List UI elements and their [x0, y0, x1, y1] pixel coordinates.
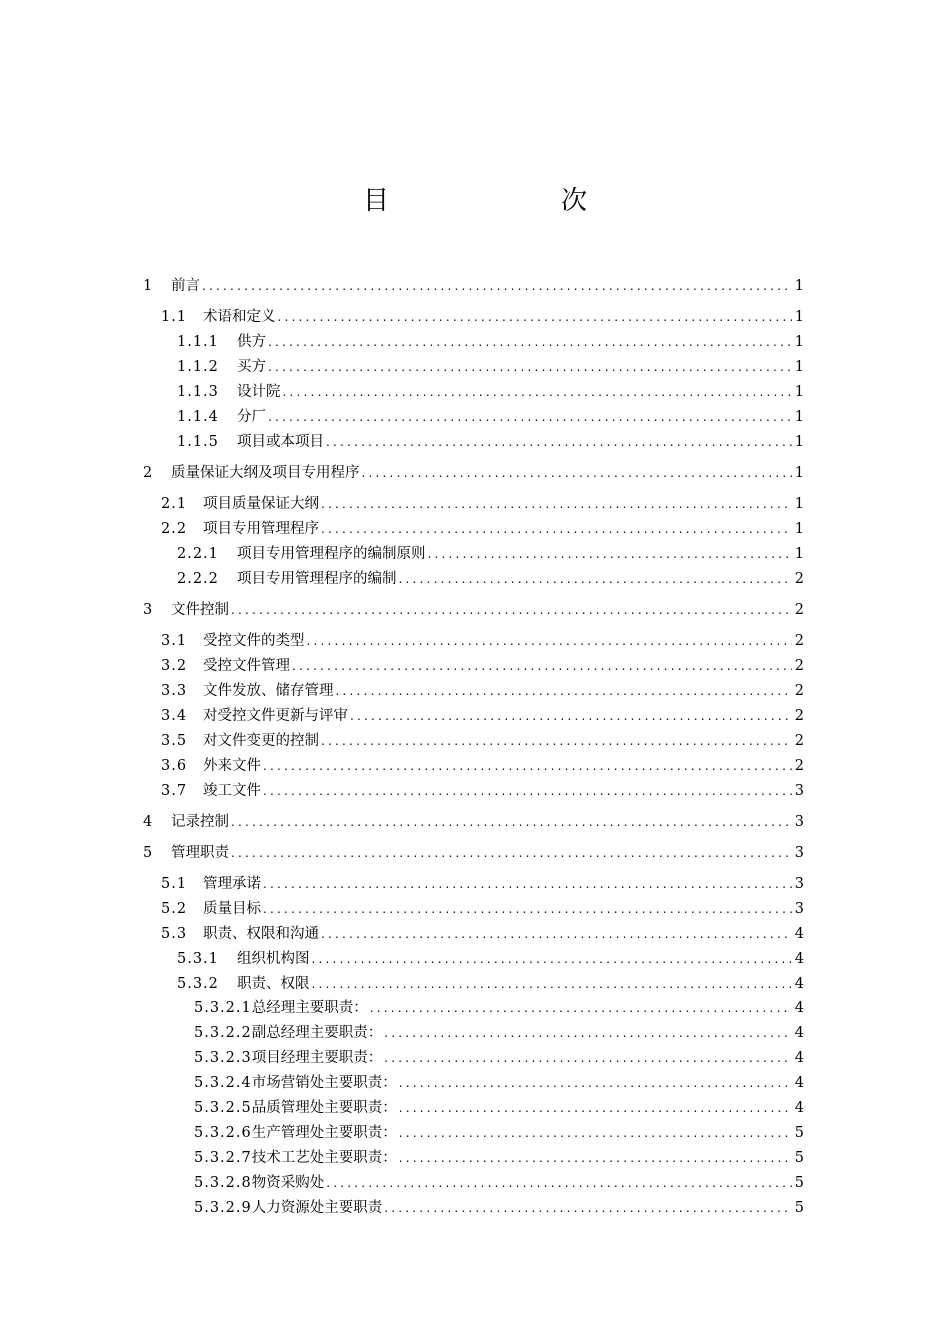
toc-entry-page-number: 4	[794, 1025, 804, 1041]
toc-leader-dots	[399, 569, 793, 589]
toc-entry-title: 组织机构图	[237, 951, 310, 967]
toc-entry-number: 1.1.5	[177, 434, 219, 450]
toc-entry[interactable]	[161, 781, 804, 801]
toc-entry-number: 2.1	[161, 496, 188, 512]
toc-leader-dots	[283, 382, 793, 402]
toc-entry[interactable]	[143, 843, 804, 863]
toc-entry-page-number: 5	[794, 1125, 804, 1141]
toc-entry-page-number: 4	[794, 1100, 804, 1116]
toc-entry-number: 3	[143, 602, 154, 618]
toc-entry[interactable]	[143, 463, 804, 483]
toc-entry-number: 5.2	[161, 901, 188, 917]
toc-entry-page-number: 1	[794, 334, 804, 350]
toc-entry-number: 3.6	[161, 758, 188, 774]
toc-entry-number: 5.3.2.5	[194, 1100, 252, 1116]
toc-leader-dots	[399, 1098, 792, 1118]
toc-entry-number: 3.5	[161, 733, 188, 749]
toc-entry-page-number: 1	[794, 521, 804, 537]
toc-entry-title: 项目质量保证大纲	[203, 496, 319, 512]
toc-entry-title: 设计院	[237, 384, 281, 400]
toc-entry[interactable]	[161, 706, 804, 726]
toc-entry[interactable]	[194, 1198, 804, 1218]
toc-entry[interactable]	[177, 544, 804, 564]
toc-entry-title: 项目经理主要职责：	[251, 1050, 383, 1066]
toc-leader-dots	[312, 974, 793, 994]
toc-leader-dots	[326, 1173, 792, 1193]
toc-entry-number: 3.2	[161, 658, 188, 674]
toc-entry[interactable]	[161, 656, 804, 676]
toc-leader-dots	[384, 1023, 792, 1043]
toc-entry-page-number: 2	[794, 708, 804, 724]
toc-entry[interactable]	[194, 1123, 804, 1143]
toc-entry-number: 3.1	[161, 633, 188, 649]
toc-entry-title: 受控文件的类型	[203, 633, 305, 649]
toc-entry-page-number: 2	[794, 733, 804, 749]
toc-entry-page-number: 1	[794, 434, 804, 450]
toc-entry-title: 文件发放、储存管理	[203, 683, 334, 699]
toc-entry-page-number: 5	[794, 1175, 804, 1191]
toc-entry-page-number: 1	[794, 409, 804, 425]
toc-entry-page-number: 2	[794, 658, 804, 674]
toc-entry-number: 2.2.2	[177, 571, 219, 587]
toc-entry-title: 质量目标	[203, 901, 261, 917]
toc-entry-page-number: 3	[794, 783, 804, 799]
toc-entry-page-number: 1	[794, 359, 804, 375]
toc-entry-title: 项目专用管理程序的编制	[237, 571, 397, 587]
toc-entry[interactable]	[143, 600, 804, 620]
toc-entry-page-number: 5	[794, 1150, 804, 1166]
toc-entry-page-number: 3	[794, 845, 804, 861]
toc-leader-dots	[321, 494, 792, 514]
toc-entry-page-number: 4	[794, 976, 804, 992]
toc-entry-page-number: 2	[794, 571, 804, 587]
toc-entry[interactable]	[161, 681, 804, 701]
toc-entry[interactable]	[194, 1048, 804, 1068]
toc-leader-dots	[202, 276, 792, 296]
toc-entry[interactable]	[161, 494, 804, 514]
toc-entry-page-number: 1	[794, 546, 804, 562]
toc-entry-number: 1.1.1	[177, 334, 219, 350]
toc-entry-page-number: 3	[794, 814, 804, 830]
toc-leader-dots	[231, 812, 792, 832]
toc-entry-title: 职责、权限和沟通	[203, 926, 319, 942]
toc-entry-title: 外来文件	[203, 758, 261, 774]
toc-entry-number: 5.3.2.1	[194, 1000, 252, 1016]
toc-entry[interactable]	[177, 357, 804, 377]
toc-entry[interactable]	[177, 432, 804, 452]
toc-entry-number: 2.2.1	[177, 546, 219, 562]
toc-entry[interactable]	[161, 924, 804, 944]
toc-entry-title: 受控文件管理	[203, 658, 290, 674]
toc-entry-title: 术语和定义	[203, 309, 276, 325]
toc-leader-dots	[312, 949, 793, 969]
toc-leader-dots	[399, 1148, 792, 1168]
toc-entry[interactable]	[194, 1023, 804, 1043]
toc-entry-title: 物资采购处	[251, 1175, 325, 1191]
toc-leader-dots	[428, 544, 793, 564]
toc-entry-page-number: 5	[794, 1200, 804, 1216]
toc-entry[interactable]	[143, 812, 804, 832]
toc-leader-dots	[384, 1048, 792, 1068]
toc-entry-number: 5.1	[161, 876, 188, 892]
toc-leader-dots	[268, 332, 792, 352]
toc-leader-dots	[326, 432, 792, 452]
toc-entry[interactable]	[161, 519, 804, 539]
toc-entry[interactable]	[161, 874, 804, 894]
toc-leader-dots	[321, 519, 792, 539]
toc-entry-number: 5.3.2.3	[194, 1050, 252, 1066]
toc-leader-dots	[321, 731, 792, 751]
toc-entry-title: 人力资源处主要职责	[251, 1200, 383, 1216]
toc-entry-title: 文件控制	[171, 602, 229, 618]
toc-entry-title: 市场营销处主要职责：	[251, 1075, 397, 1091]
toc-entry-title: 记录控制	[171, 814, 229, 830]
toc-entry[interactable]	[161, 899, 804, 919]
toc-entry[interactable]	[194, 1173, 804, 1193]
toc-entry-title: 对文件变更的控制	[203, 733, 319, 749]
toc-entry-number: 5.3.2.6	[194, 1125, 252, 1141]
toc-entry-page-number: 4	[794, 951, 804, 967]
toc-entry-number: 5.3.1	[177, 951, 219, 967]
toc-entry-page-number: 4	[794, 926, 804, 942]
toc-leader-dots	[292, 656, 792, 676]
toc-entry-page-number: 4	[794, 1075, 804, 1091]
toc-entry[interactable]	[194, 1148, 804, 1168]
toc-entry-title: 竣工文件	[203, 783, 261, 799]
toc-entry-number: 1.1.2	[177, 359, 219, 375]
toc-entry-page-number: 2	[794, 758, 804, 774]
toc-entry[interactable]	[177, 382, 804, 402]
toc-entry-page-number: 1	[794, 278, 804, 294]
toc-entry-title: 项目专用管理程序的编制原则	[237, 546, 426, 562]
toc-entry[interactable]	[161, 731, 804, 751]
toc-leader-dots	[263, 899, 792, 919]
toc-leader-dots	[384, 1198, 792, 1218]
toc-entry[interactable]	[143, 276, 804, 296]
toc-entry-title: 管理承诺	[203, 876, 261, 892]
toc-entry-title: 质量保证大纲及项目专用程序	[171, 465, 360, 481]
toc-entry-number: 3.4	[161, 708, 188, 724]
toc-entry-number: 5.3.2.8	[194, 1175, 252, 1191]
toc-leader-dots	[268, 407, 792, 427]
toc-leader-dots	[399, 1073, 792, 1093]
toc-entry-number: 5.3.2.2	[194, 1025, 252, 1041]
toc-entry-page-number: 1	[794, 384, 804, 400]
toc-leader-dots	[307, 631, 793, 651]
toc-leader-dots	[362, 463, 793, 483]
toc-entry-title: 生产管理处主要职责：	[251, 1125, 397, 1141]
toc-entry-number: 5.3.2	[177, 976, 219, 992]
toc-leader-dots	[268, 357, 792, 377]
toc-entry[interactable]	[161, 307, 804, 327]
toc-entry-number: 4	[143, 814, 154, 830]
toc-leader-dots	[321, 924, 792, 944]
toc-entry-number: 1.1.4	[177, 409, 219, 425]
toc-leader-dots	[370, 998, 792, 1018]
toc-entry-page-number: 3	[794, 901, 804, 917]
toc-entry-number: 5.3	[161, 926, 188, 942]
toc-entry-title: 副总经理主要职责：	[251, 1025, 383, 1041]
toc-entry[interactable]	[194, 1098, 804, 1118]
toc-entry-title: 前言	[171, 278, 200, 294]
toc-entry-page-number: 3	[794, 876, 804, 892]
toc-entry[interactable]	[177, 974, 804, 994]
toc-entry-title: 项目专用管理程序	[203, 521, 319, 537]
toc-entry-page-number: 4	[794, 1050, 804, 1066]
toc-entry[interactable]	[177, 407, 804, 427]
toc-leader-dots	[399, 1123, 792, 1143]
toc-entry-page-number: 2	[794, 683, 804, 699]
toc-leader-dots	[263, 781, 792, 801]
toc-entry-title: 供方	[237, 334, 266, 350]
toc-entry-number: 1.1.3	[177, 384, 219, 400]
toc-entry-title: 总经理主要职责：	[251, 1000, 368, 1016]
toc-entry-page-number: 4	[794, 1000, 804, 1016]
toc-entry-page-number: 1	[794, 309, 804, 325]
toc-entry[interactable]	[194, 1073, 804, 1093]
toc-entry-number: 3.3	[161, 683, 188, 699]
toc-leader-dots	[336, 681, 793, 701]
toc-leader-dots	[350, 706, 792, 726]
toc-entry[interactable]	[177, 332, 804, 352]
toc-leader-dots	[278, 307, 793, 327]
toc-leader-dots	[231, 843, 792, 863]
toc-entry-title: 分厂	[237, 409, 266, 425]
toc-entry-number: 2.2	[161, 521, 188, 537]
toc-leader-dots	[263, 756, 792, 776]
toc-entry-number: 1	[143, 278, 154, 294]
toc-entry-title: 对受控文件更新与评审	[203, 708, 348, 724]
toc-entry-number: 1.1	[161, 309, 188, 325]
toc-entry-title: 职责、权限	[237, 976, 310, 992]
toc-entry-page-number: 2	[794, 602, 804, 618]
toc-entry[interactable]	[177, 569, 804, 589]
toc-entry-title: 项目或本项目	[237, 434, 324, 450]
toc-entry-number: 5.3.2.9	[194, 1200, 252, 1216]
toc-leader-dots	[231, 600, 792, 620]
toc-entry-title: 买方	[237, 359, 266, 375]
toc-entry[interactable]	[177, 949, 804, 969]
toc-entry-number: 5	[143, 845, 154, 861]
toc-title: 目 次	[362, 186, 627, 216]
toc-leader-dots	[263, 874, 792, 894]
toc-entry-page-number: 1	[794, 465, 804, 481]
toc-entry-page-number: 2	[794, 633, 804, 649]
toc-entry-title: 品质管理处主要职责：	[251, 1100, 397, 1116]
toc-entry-title: 技术工艺处主要职责：	[251, 1150, 397, 1166]
toc-entry-page-number: 1	[794, 496, 804, 512]
toc-entry[interactable]	[161, 756, 804, 776]
toc-entry-number: 3.7	[161, 783, 188, 799]
toc-entry-number: 2	[143, 465, 154, 481]
toc-entry[interactable]	[161, 631, 804, 651]
toc-entry-title: 管理职责	[171, 845, 229, 861]
toc-entry-number: 5.3.2.7	[194, 1150, 252, 1166]
toc-entry[interactable]	[194, 998, 804, 1018]
toc-entry-number: 5.3.2.4	[194, 1075, 252, 1091]
